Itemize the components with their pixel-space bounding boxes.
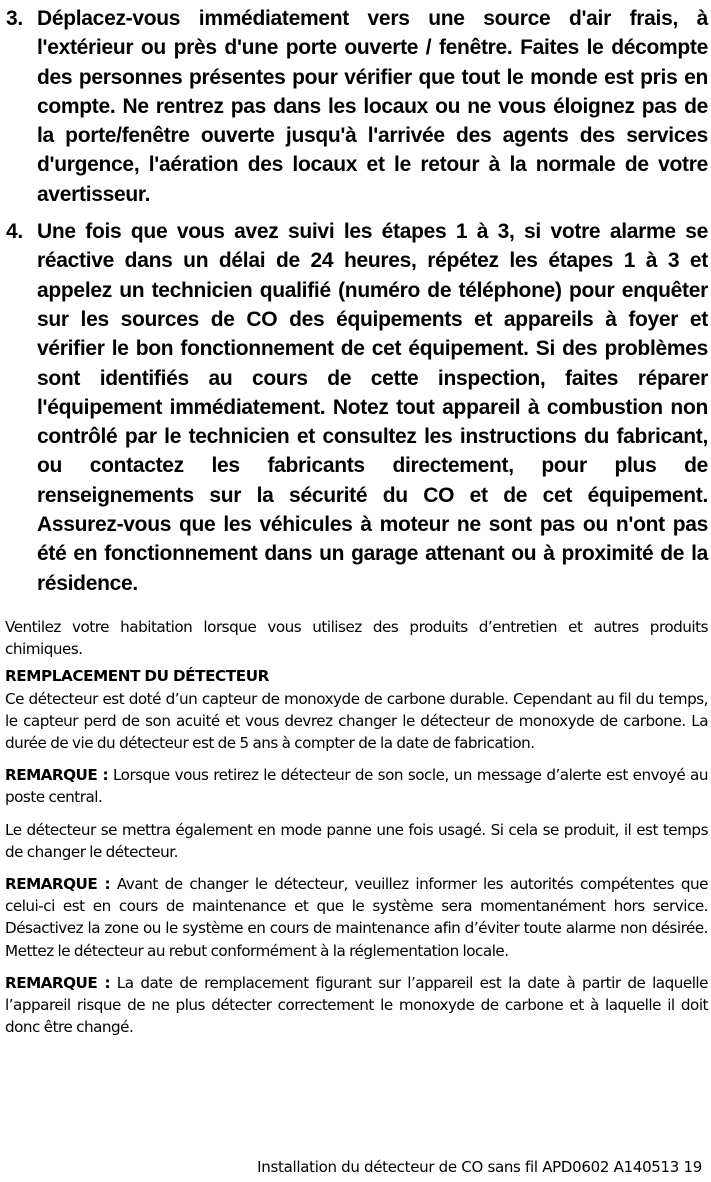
- note-text: Avant de changer le détecteur, veuillez informer les autorités compétentes que celui-ci est en cours de maintenance et que le système sera momentanément hors service. Désactivez la zone ou le système en cours de maintenance afin d’éviter toute alarme non désirée. Mettez le détecteur au rebut conformément à la réglementation locale.: [5, 875, 708, 960]
- note-text: Lorsque vous retirez le détecteur de son socle, un message d’alerte est envoyé au poste central.: [5, 766, 708, 807]
- page-footer: Installation du détecteur de CO sans fil APD0602 A140513 19: [257, 1158, 702, 1176]
- note-label: REMARQUE :: [5, 875, 111, 894]
- section-heading: REMPLACEMENT DU DÉTECTEUR: [5, 667, 269, 686]
- step-number: 3.: [6, 7, 23, 30]
- replacement-intro-paragraph: Ce détecteur est doté d’un capteur de monoxyde de carbone durable. Cependant au fil du temps, le capteur perd de son acuité et vous devrez changer le détecteur de monoxyde de carbone. La durée de vie du détecteur est de 5 ans à compter de la date de fabrication.: [5, 689, 708, 753]
- note-paragraph-3: [5, 972, 708, 1039]
- ventilation-paragraph: Ventilez votre habitation lorsque vous utilisez des produits d’entretien et autres produits chimiques.: [5, 618, 708, 659]
- note-paragraph-1: [5, 764, 708, 808]
- note-paragraph-2: [5, 873, 708, 962]
- numbered-steps: [6, 4, 708, 606]
- step-text: Déplacez-vous immédiatement vers une source d'air frais, à l'extérieur ou près d'une porte ouverte / fenêtre. Faites le décompte des personnes présentes pour vérifier que tout le monde est pris en compte. Ne rentrez pas dans les locaux ou ne vous éloignez pas de la porte/fenêtre ouverte jusqu'à l'arrivée des agents des services d'urgence, l'aération des locaux et le retour à la normale de votre avertisseur.: [37, 7, 708, 206]
- step-number: 4.: [6, 220, 23, 244]
- failure-mode-paragraph: Le détecteur se mettra également en mode panne une fois usagé. Si cela se produit, il est temps de changer le détecteur.: [5, 820, 708, 861]
- note-text: La date de remplacement figurant sur l’appareil est la date à partir de laquelle l’appareil risque de ne plus détecter correctement le monoxyde de carbone et à laquelle il doit donc être changé.: [5, 973, 708, 1037]
- note-label: REMARQUE :: [5, 973, 111, 992]
- step-3: [6, 4, 708, 209]
- step-text: Une fois que vous avez suivi les étapes 1 à 3, si votre alarme se réactive dans un délai de 24 heures, répétez les étapes 1 à 3 et appelez un technicien qualifié (numéro de téléphone) pour enquêter sur les sources de CO des équipements et appareils à foyer et vérifier le bon fonctionnement de cet équipement. Si des problèmes sont identifiés au cours de cette inspection, faites réparer l'équipement immédiatement. Notez tout appareil à combustion non contrôlé par le technicien et consultez les instructions du fabricant, ou contactez les fabricants directement, pour plus de renseignements sur la sécurité du CO et de cet équipement. Assurez-vous que les véhicules à moteur ne sont pas ou n'ont pas été en fonctionnement dans un garage attenant ou à proximité de la résidence.: [37, 220, 708, 595]
- step-4: [6, 217, 708, 598]
- note-label: REMARQUE :: [5, 766, 109, 785]
- body-text: [5, 616, 708, 1048]
